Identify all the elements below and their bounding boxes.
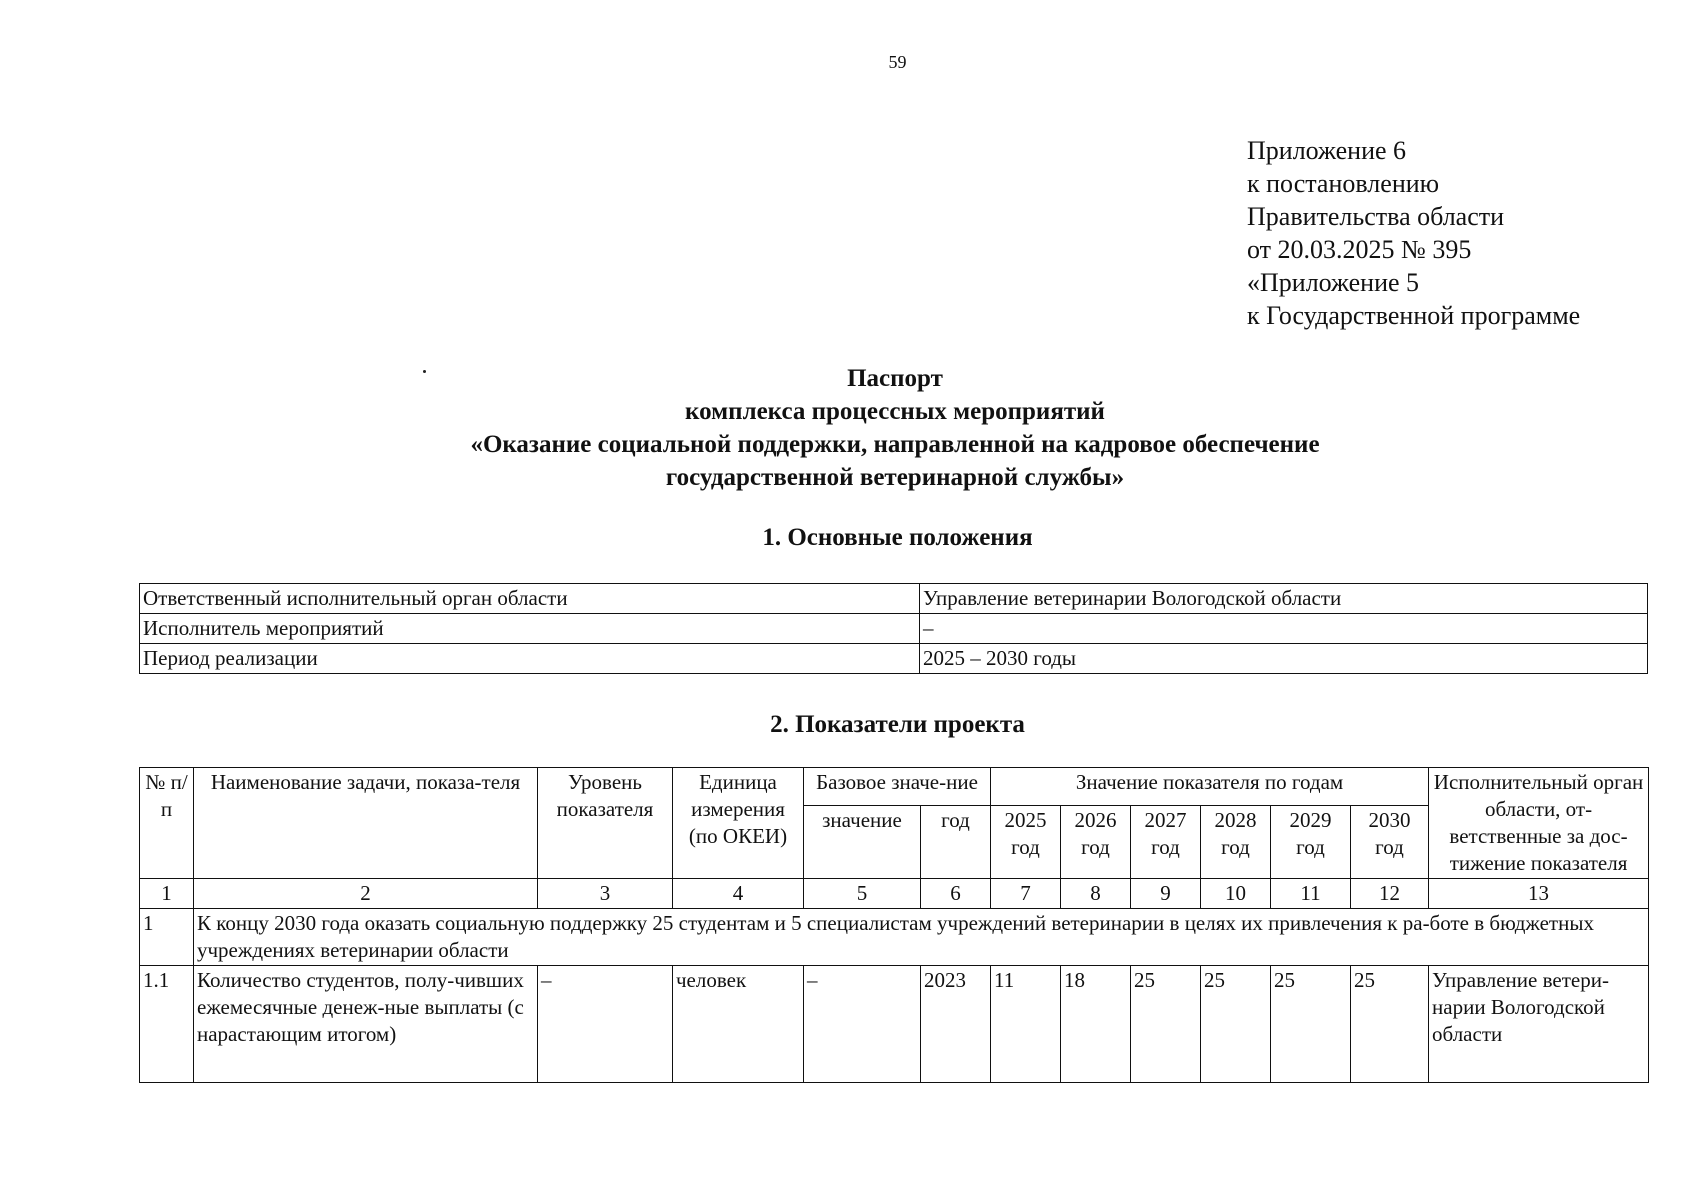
header-year: 2026 год xyxy=(1061,806,1131,879)
column-number: 10 xyxy=(1201,879,1271,909)
header-base-value: значение xyxy=(804,806,921,879)
document-title xyxy=(350,362,1440,494)
indicators-table xyxy=(139,767,1649,1083)
indicator-unit: человек xyxy=(673,966,804,1083)
indicator-num: 1.1 xyxy=(140,966,194,1083)
title-line: комплекса процессных мероприятий xyxy=(685,398,1105,425)
row-value: 2025 – 2030 годы xyxy=(920,644,1648,674)
table-row xyxy=(140,644,1648,674)
appendix-line: к постановлению xyxy=(1247,169,1440,198)
column-number: 13 xyxy=(1429,879,1649,909)
table-row xyxy=(140,584,1648,614)
title-line: государственной ветеринарной службы» xyxy=(665,464,1125,491)
title-line: «Оказание социальной поддержки, направленной на кадровое обеспечение xyxy=(470,431,1320,458)
indicator-name: Количество студентов, полу-чивших ежемесячные денеж-ные выплаты (с нарастающим итогом) xyxy=(194,966,538,1083)
row-value: – xyxy=(920,614,1648,644)
section1-heading: 1. Основные положения xyxy=(762,524,1033,551)
header-num: № п/п xyxy=(140,768,194,879)
indicator-level: – xyxy=(538,966,673,1083)
header-year: 2027 год xyxy=(1131,806,1201,879)
indicator-value: 25 xyxy=(1131,966,1201,1083)
section2-heading: 2. Показатели проекта xyxy=(770,711,1025,738)
header-base-year: год xyxy=(921,806,991,879)
appendix-line: от 20.03.2025 № 395 xyxy=(1247,235,1472,264)
row-value: Управление ветеринарии Вологодской области xyxy=(920,584,1648,614)
title-line: Паспорт xyxy=(847,365,943,392)
appendix-reference xyxy=(1247,134,1580,332)
column-number: 7 xyxy=(991,879,1061,909)
header-level: Уровень показателя xyxy=(538,768,673,879)
column-number: 6 xyxy=(921,879,991,909)
column-number: 5 xyxy=(804,879,921,909)
basic-info-table xyxy=(139,583,1648,674)
appendix-line: Правительства области xyxy=(1247,202,1505,231)
header-base: Базовое значе-ние xyxy=(804,768,991,806)
column-number-row xyxy=(140,879,1649,909)
appendix-line: Приложение 6 xyxy=(1247,136,1407,165)
appendix-line: «Приложение 5 xyxy=(1247,268,1420,297)
column-number: 12 xyxy=(1351,879,1429,909)
header-year: 2029 год xyxy=(1271,806,1351,879)
row-label: Ответственный исполнительный орган области xyxy=(140,584,920,614)
task-text: К концу 2030 года оказать социальную поддержку 25 студентам и 5 специалистам учреждений ветеринарии в целях их привлечения к ра-боте в бюджетных учреждениях ветеринарии области xyxy=(194,909,1649,966)
row-label: Период реализации xyxy=(140,644,920,674)
indicator-executor: Управление ветери-нарии Вологодской области xyxy=(1429,966,1649,1083)
header-year: 2028 год xyxy=(1201,806,1271,879)
column-number: 3 xyxy=(538,879,673,909)
indicator-row xyxy=(140,966,1649,1083)
indicator-value: 25 xyxy=(1351,966,1429,1083)
row-label: Исполнитель мероприятий xyxy=(140,614,920,644)
table-row xyxy=(140,614,1648,644)
column-number: 4 xyxy=(673,879,804,909)
task-row xyxy=(140,909,1649,966)
header-executor: Исполнительный орган области, от-ветственные за дос-тижение показателя xyxy=(1429,768,1649,879)
indicator-value: 25 xyxy=(1271,966,1351,1083)
header-year: 2030 год xyxy=(1351,806,1429,879)
column-number: 8 xyxy=(1061,879,1131,909)
page-number: 59 xyxy=(888,52,907,72)
indicator-base-value: – xyxy=(804,966,921,1083)
task-num: 1 xyxy=(140,909,194,966)
header-name: Наименование задачи, показа-теля xyxy=(194,768,538,879)
column-number: 2 xyxy=(194,879,538,909)
column-number: 9 xyxy=(1131,879,1201,909)
appendix-line: к Государственной программе xyxy=(1247,301,1581,330)
indicator-value: 25 xyxy=(1201,966,1271,1083)
indicator-base-year: 2023 xyxy=(921,966,991,1083)
indicator-value: 18 xyxy=(1061,966,1131,1083)
indicator-value: 11 xyxy=(991,966,1061,1083)
header-years-group: Значение показателя по годам xyxy=(991,768,1429,806)
header-year: 2025 год xyxy=(991,806,1061,879)
column-number: 11 xyxy=(1271,879,1351,909)
header-unit: Единица измерения (по ОКЕИ) xyxy=(673,768,804,879)
column-number: 1 xyxy=(140,879,194,909)
